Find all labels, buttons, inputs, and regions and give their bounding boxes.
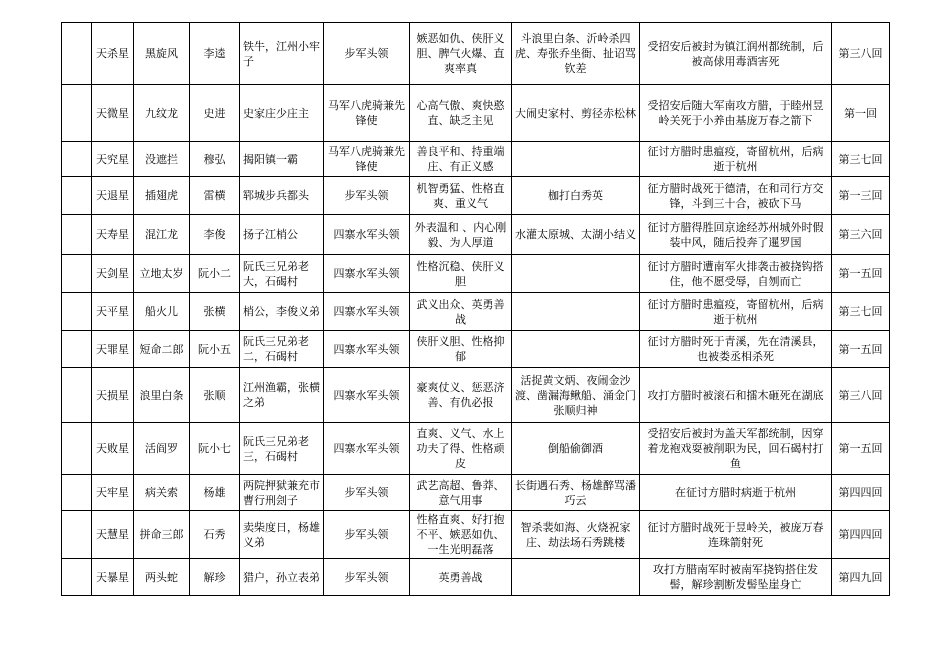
nickname-cell: 两头蛇 (134, 559, 190, 596)
blank-cell (62, 423, 92, 475)
post-cell: 步军头领 (324, 559, 410, 596)
name-cell: 张顺 (190, 368, 240, 423)
name-cell: 史进 (190, 85, 240, 142)
name-cell: 石秀 (190, 511, 240, 559)
blank-cell (62, 331, 92, 368)
deeds-cell (512, 331, 640, 368)
trait-cell: 侠肝义胆、性格抑郁 (410, 331, 512, 368)
name-cell: 解珍 (190, 559, 240, 596)
trait-cell: 性格直爽、好打抱不平、嫉恶如仇、一生光明磊落 (410, 511, 512, 559)
origin-cell: 阮氏三兄弟老二，石碣村 (240, 331, 324, 368)
origin-cell: 梢公，李俊义弟 (240, 293, 324, 331)
chapter-cell: 第四四回 (832, 511, 890, 559)
deeds-cell: 斗浪里白条、沂岭杀四虎、寿张乔坐衙、扯诏骂钦差 (512, 23, 640, 85)
chapter-cell: 第四四回 (832, 475, 890, 511)
fate-cell: 征讨方腊时死于青溪，先在清溪县，也被娄丞相杀死 (640, 331, 832, 368)
fate-cell: 征讨方腊时遭南军火排袭击被挠钩搭住，他不愿受辱，自刎而亡 (640, 255, 832, 293)
post-cell: 步军头领 (324, 511, 410, 559)
table-row (62, 215, 890, 255)
nickname-cell: 黑旋风 (134, 23, 190, 85)
deeds-cell: 长街遇石秀、杨雄醉骂潘巧云 (512, 475, 640, 511)
fate-cell: 攻打方腊时被滚石和擂木砸死在湖底 (640, 368, 832, 423)
chapter-cell: 第一五回 (832, 331, 890, 368)
name-cell: 雷横 (190, 177, 240, 215)
post-cell: 步军头领 (324, 23, 410, 85)
name-cell: 阮小七 (190, 423, 240, 475)
star-cell: 天损星 (92, 368, 134, 423)
star-cell: 天微星 (92, 85, 134, 142)
table-row (62, 475, 890, 511)
table-row (62, 177, 890, 215)
nickname-cell: 立地太岁 (134, 255, 190, 293)
post-cell: 四寨水军头领 (324, 368, 410, 423)
trait-cell: 善良平和、持重端庄、有正义感 (410, 142, 512, 177)
nickname-cell: 没遮拦 (134, 142, 190, 177)
deeds-cell: 倒船偷御酒 (512, 423, 640, 475)
origin-cell: 猎户，孙立表弟 (240, 559, 324, 596)
deeds-cell (512, 255, 640, 293)
chapter-cell: 第一五回 (832, 423, 890, 475)
name-cell: 阮小二 (190, 255, 240, 293)
chapter-cell: 第一三回 (832, 177, 890, 215)
blank-cell (62, 475, 92, 511)
fate-cell: 征讨方腊时患瘟疫，寄留杭州，后病逝于杭州 (640, 142, 832, 177)
chapter-cell: 第一回 (832, 85, 890, 142)
post-cell: 四寨水军头领 (324, 423, 410, 475)
fate-cell: 受招安后被封为盖天军都统制，因穿着龙袍戏耍被削职为民，回石碣村打鱼 (640, 423, 832, 475)
fate-cell: 征讨方腊时患瘟疫，寄留杭州，后病逝于杭州 (640, 293, 832, 331)
table-row (62, 559, 890, 596)
fate-cell: 攻打方腊南军时被南军挠钩搭住发髻，解珍割断发髻坠崖身亡 (640, 559, 832, 596)
chapter-cell: 第三八回 (832, 368, 890, 423)
star-cell: 天牢星 (92, 475, 134, 511)
fate-cell: 征方腊时战死于德清，在和司行方交锋，斗到三十合，被砍下马 (640, 177, 832, 215)
trait-cell: 英勇善战 (410, 559, 512, 596)
blank-cell (62, 511, 92, 559)
star-cell: 天罪星 (92, 331, 134, 368)
hero-table (61, 22, 890, 596)
trait-cell: 机智勇猛、性格直爽、重义气 (410, 177, 512, 215)
chapter-cell: 第三七回 (832, 142, 890, 177)
trait-cell: 性格沉稳、侠肝义胆 (410, 255, 512, 293)
deeds-cell: 智杀裴如海、火烧祝家庄、劫法场石秀跳楼 (512, 511, 640, 559)
blank-cell (62, 215, 92, 255)
post-cell: 步军头领 (324, 475, 410, 511)
trait-cell: 武义出众、英勇善战 (410, 293, 512, 331)
origin-cell: 铁牛，江州小牢子 (240, 23, 324, 85)
origin-cell: 卖柴度日，杨雄义弟 (240, 511, 324, 559)
origin-cell: 史家庄少庄主 (240, 85, 324, 142)
table-row (62, 331, 890, 368)
table-body (62, 23, 890, 596)
table-row (62, 23, 890, 85)
post-cell: 四寨水军头领 (324, 215, 410, 255)
table-row (62, 85, 890, 142)
trait-cell: 心高气傲、爽快憨直、缺乏主见 (410, 85, 512, 142)
fate-cell: 受招安后随大军南攻方腊，于睦州昱岭关死于小养由基庞万春之箭下 (640, 85, 832, 142)
trait-cell: 豪爽仗义、惩恶济善、有仇必报 (410, 368, 512, 423)
nickname-cell: 插翅虎 (134, 177, 190, 215)
origin-cell: 揭阳镇一霸 (240, 142, 324, 177)
nickname-cell: 拼命三郎 (134, 511, 190, 559)
star-cell: 天慧星 (92, 511, 134, 559)
star-cell: 天平星 (92, 293, 134, 331)
chapter-cell: 第三七回 (832, 293, 890, 331)
fate-cell: 征讨方腊时战死于昱岭关，被庞万春连珠箭射死 (640, 511, 832, 559)
star-cell: 天寿星 (92, 215, 134, 255)
nickname-cell: 混江龙 (134, 215, 190, 255)
deeds-cell (512, 293, 640, 331)
table-row (62, 368, 890, 423)
chapter-cell: 第一五回 (832, 255, 890, 293)
fate-cell: 征讨方腊得胜回京途经苏州城外时假装中风，随后投奔了暹罗国 (640, 215, 832, 255)
blank-cell (62, 23, 92, 85)
post-cell: 四寨水军头领 (324, 293, 410, 331)
table-row (62, 423, 890, 475)
chapter-cell: 第三六回 (832, 215, 890, 255)
post-cell: 马军八虎骑兼先锋使 (324, 85, 410, 142)
name-cell: 杨雄 (190, 475, 240, 511)
name-cell: 阮小五 (190, 331, 240, 368)
star-cell: 天杀星 (92, 23, 134, 85)
table-row (62, 142, 890, 177)
trait-cell: 直爽、义气、水上功夫了得、性格顽皮 (410, 423, 512, 475)
nickname-cell: 九纹龙 (134, 85, 190, 142)
blank-cell (62, 368, 92, 423)
trait-cell: 武艺高超、鲁莽、意气用事 (410, 475, 512, 511)
chapter-cell: 第三八回 (832, 23, 890, 85)
star-cell: 天退星 (92, 177, 134, 215)
nickname-cell: 病关索 (134, 475, 190, 511)
post-cell: 步军头领 (324, 177, 410, 215)
post-cell: 四寨水军头领 (324, 255, 410, 293)
trait-cell: 嫉恶如仇、侠肝义胆、脾气火爆、直爽率真 (410, 23, 512, 85)
origin-cell: 郓城步兵都头 (240, 177, 324, 215)
fate-cell: 受招安后被封为镇江润州都统制，后被高俅用毒酒害死 (640, 23, 832, 85)
blank-cell (62, 255, 92, 293)
name-cell: 李俊 (190, 215, 240, 255)
blank-cell (62, 293, 92, 331)
origin-cell: 阮氏三兄弟老大，石碣村 (240, 255, 324, 293)
star-cell: 天究星 (92, 142, 134, 177)
nickname-cell: 活阎罗 (134, 423, 190, 475)
origin-cell: 两院押狱兼充市曹行刑刽子 (240, 475, 324, 511)
nickname-cell: 短命二郎 (134, 331, 190, 368)
star-cell: 天败星 (92, 423, 134, 475)
origin-cell: 江州渔霸，张横之弟 (240, 368, 324, 423)
star-cell: 天剑星 (92, 255, 134, 293)
origin-cell: 阮氏三兄弟老三，石碣村 (240, 423, 324, 475)
name-cell: 李逵 (190, 23, 240, 85)
deeds-cell (512, 559, 640, 596)
fate-cell: 在征讨方腊时病逝于杭州 (640, 475, 832, 511)
blank-cell (62, 142, 92, 177)
deeds-cell: 活捉黄文炳、夜闹金沙渡、凿漏海鳅船、涌金门张顺归神 (512, 368, 640, 423)
blank-cell (62, 177, 92, 215)
table-row (62, 293, 890, 331)
chapter-cell: 第四九回 (832, 559, 890, 596)
name-cell: 张横 (190, 293, 240, 331)
trait-cell: 外表温和 、内心刚毅、为人厚道 (410, 215, 512, 255)
post-cell: 马军八虎骑兼先锋使 (324, 142, 410, 177)
origin-cell: 扬子江梢公 (240, 215, 324, 255)
deeds-cell: 水灌太原城、太湖小结义 (512, 215, 640, 255)
table-row (62, 255, 890, 293)
deeds-cell: 枷打白秀英 (512, 177, 640, 215)
table-row (62, 511, 890, 559)
deeds-cell (512, 142, 640, 177)
name-cell: 穆弘 (190, 142, 240, 177)
blank-cell (62, 559, 92, 596)
deeds-cell: 大闹史家村、剪径赤松林 (512, 85, 640, 142)
nickname-cell: 船火儿 (134, 293, 190, 331)
post-cell: 四寨水军头领 (324, 331, 410, 368)
nickname-cell: 浪里白条 (134, 368, 190, 423)
star-cell: 天暴星 (92, 559, 134, 596)
blank-cell (62, 85, 92, 142)
